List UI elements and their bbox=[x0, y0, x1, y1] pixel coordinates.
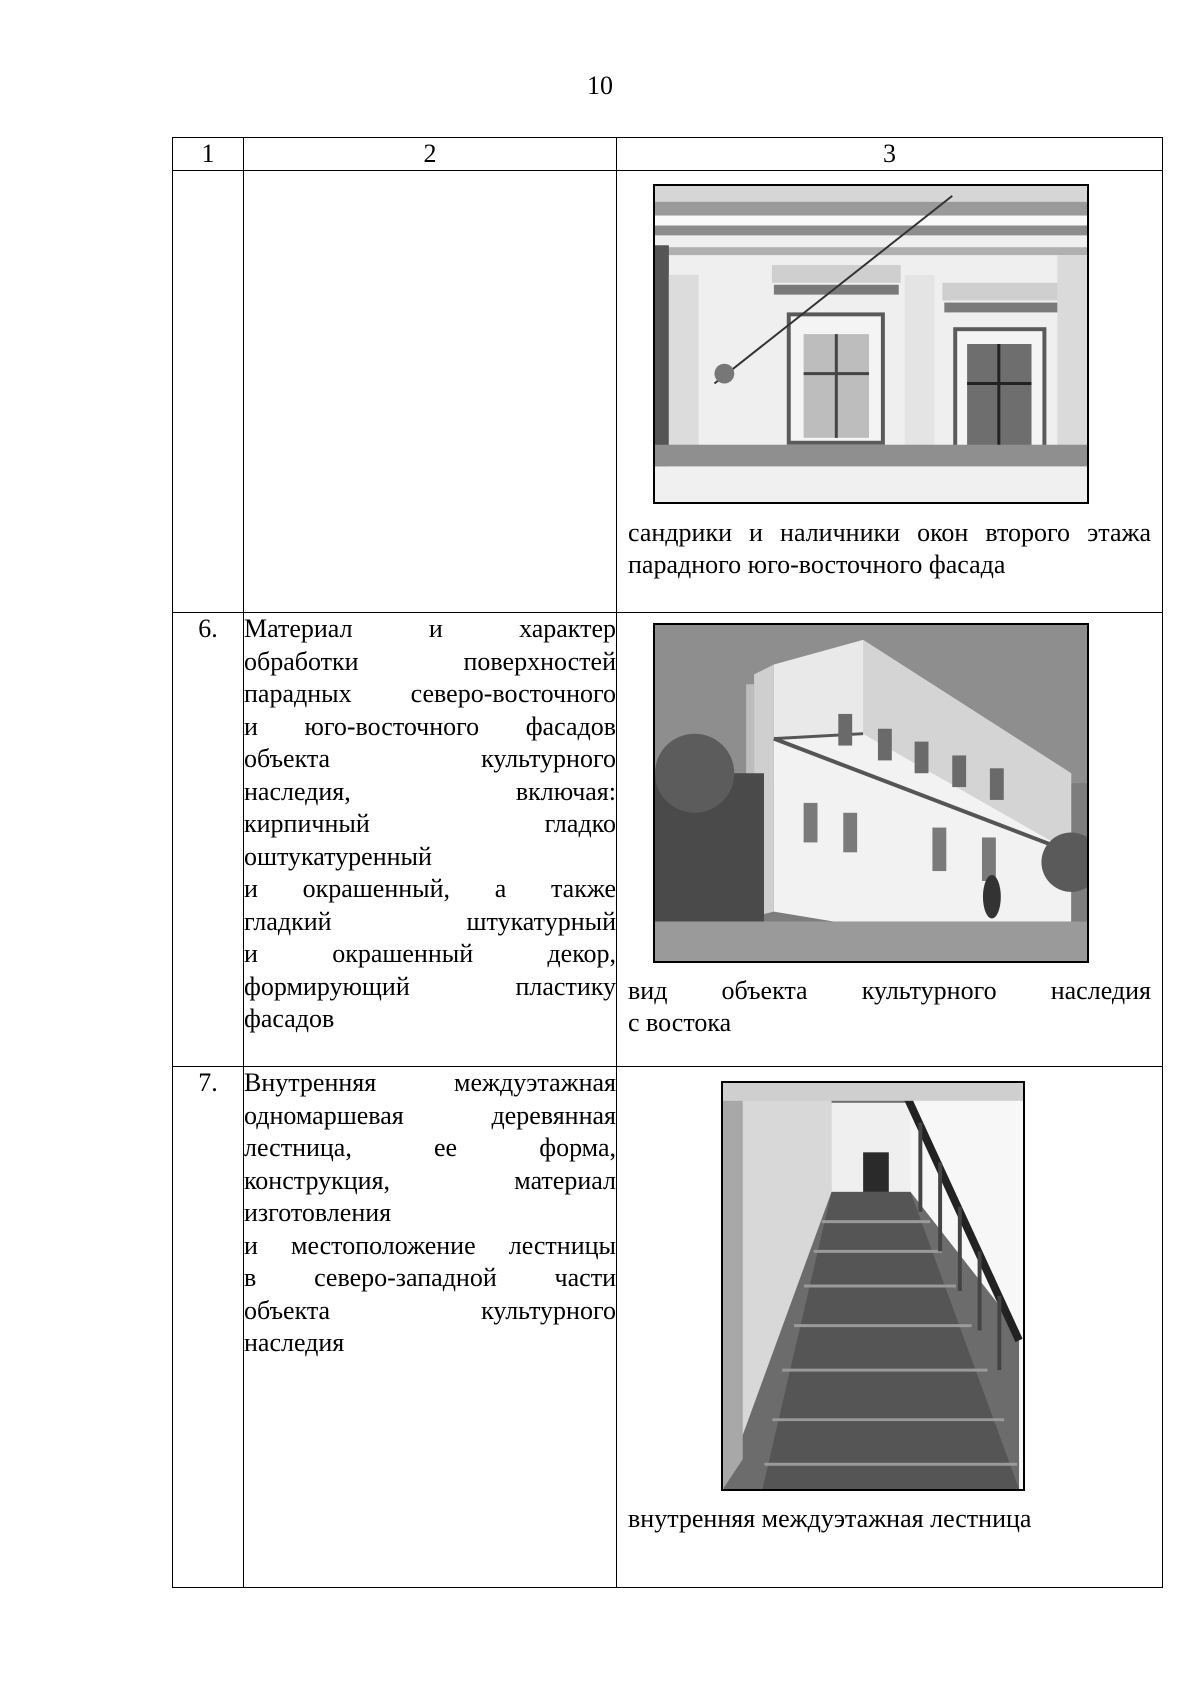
photo-caption bbox=[628, 517, 1151, 581]
description-line: и окрашенный, а также bbox=[244, 874, 616, 903]
description-line: в северо-западной части bbox=[244, 1263, 616, 1292]
row-illustration bbox=[617, 613, 1163, 1067]
row-description bbox=[244, 1067, 617, 1588]
row-illustration bbox=[617, 171, 1163, 613]
header-col-3: 3 bbox=[617, 138, 1163, 171]
table-row bbox=[173, 171, 1163, 613]
photo-building-east-view bbox=[653, 623, 1089, 963]
description-line: одномаршевая деревянная bbox=[244, 1100, 616, 1130]
caption-line: вид объекта культурного наследия bbox=[628, 976, 1151, 1005]
description-line: и местоположение лестницы bbox=[244, 1230, 616, 1260]
row-number bbox=[173, 171, 244, 613]
photo-caption bbox=[628, 1503, 1151, 1535]
row-description bbox=[244, 171, 617, 613]
description-line: кирпичный гладко bbox=[244, 809, 616, 838]
photo-staircase bbox=[721, 1081, 1025, 1491]
header-col-2: 2 bbox=[244, 138, 617, 171]
description-line: конструкция, материал bbox=[244, 1165, 616, 1195]
caption-line: внутренняя междуэтажная лестница bbox=[628, 1504, 1032, 1533]
description-line: оштукатуренный bbox=[244, 841, 432, 871]
description-line: обработки поверхностей bbox=[244, 646, 616, 676]
photo-caption bbox=[628, 975, 1151, 1039]
description-line: и окрашенный декор, bbox=[244, 939, 616, 968]
row-illustration bbox=[617, 1067, 1163, 1588]
heritage-table bbox=[172, 137, 1163, 1588]
table-row bbox=[173, 613, 1163, 1067]
description-line: Внутренняя междуэтажная bbox=[244, 1068, 616, 1097]
page-number: 10 bbox=[587, 71, 613, 100]
row-description bbox=[244, 613, 617, 1067]
description-line: изготовления bbox=[244, 1198, 392, 1227]
caption-line: сандрики и наличники окон второго этажа bbox=[628, 518, 1151, 547]
caption-line: парадного юго-восточного фасада bbox=[628, 550, 1006, 579]
description-line: парадных северо-восточного bbox=[244, 679, 616, 708]
table-header-row bbox=[173, 138, 1163, 171]
description-line: Материал и характер bbox=[244, 614, 616, 643]
description-line: наследия bbox=[244, 1328, 345, 1357]
photo-window-frames bbox=[653, 184, 1089, 504]
caption-line: с востока bbox=[628, 1008, 732, 1037]
row-number: 7. bbox=[173, 1067, 244, 1588]
description-line: гладкий штукатурный bbox=[244, 906, 616, 936]
header-col-1: 1 bbox=[173, 138, 244, 171]
description-line: фасадов bbox=[244, 1004, 335, 1033]
table-row bbox=[173, 1067, 1163, 1588]
description-line: наследия, включая: bbox=[244, 776, 616, 806]
description-line: и юго-восточного фасадов bbox=[244, 711, 616, 741]
description-line: формирующий пластику bbox=[244, 971, 616, 1001]
description-line: объекта культурного bbox=[244, 1295, 616, 1325]
description-line: объекта культурного bbox=[244, 744, 616, 773]
row-number: 6. bbox=[173, 613, 244, 1067]
description-line: лестница, ее форма, bbox=[244, 1133, 616, 1162]
